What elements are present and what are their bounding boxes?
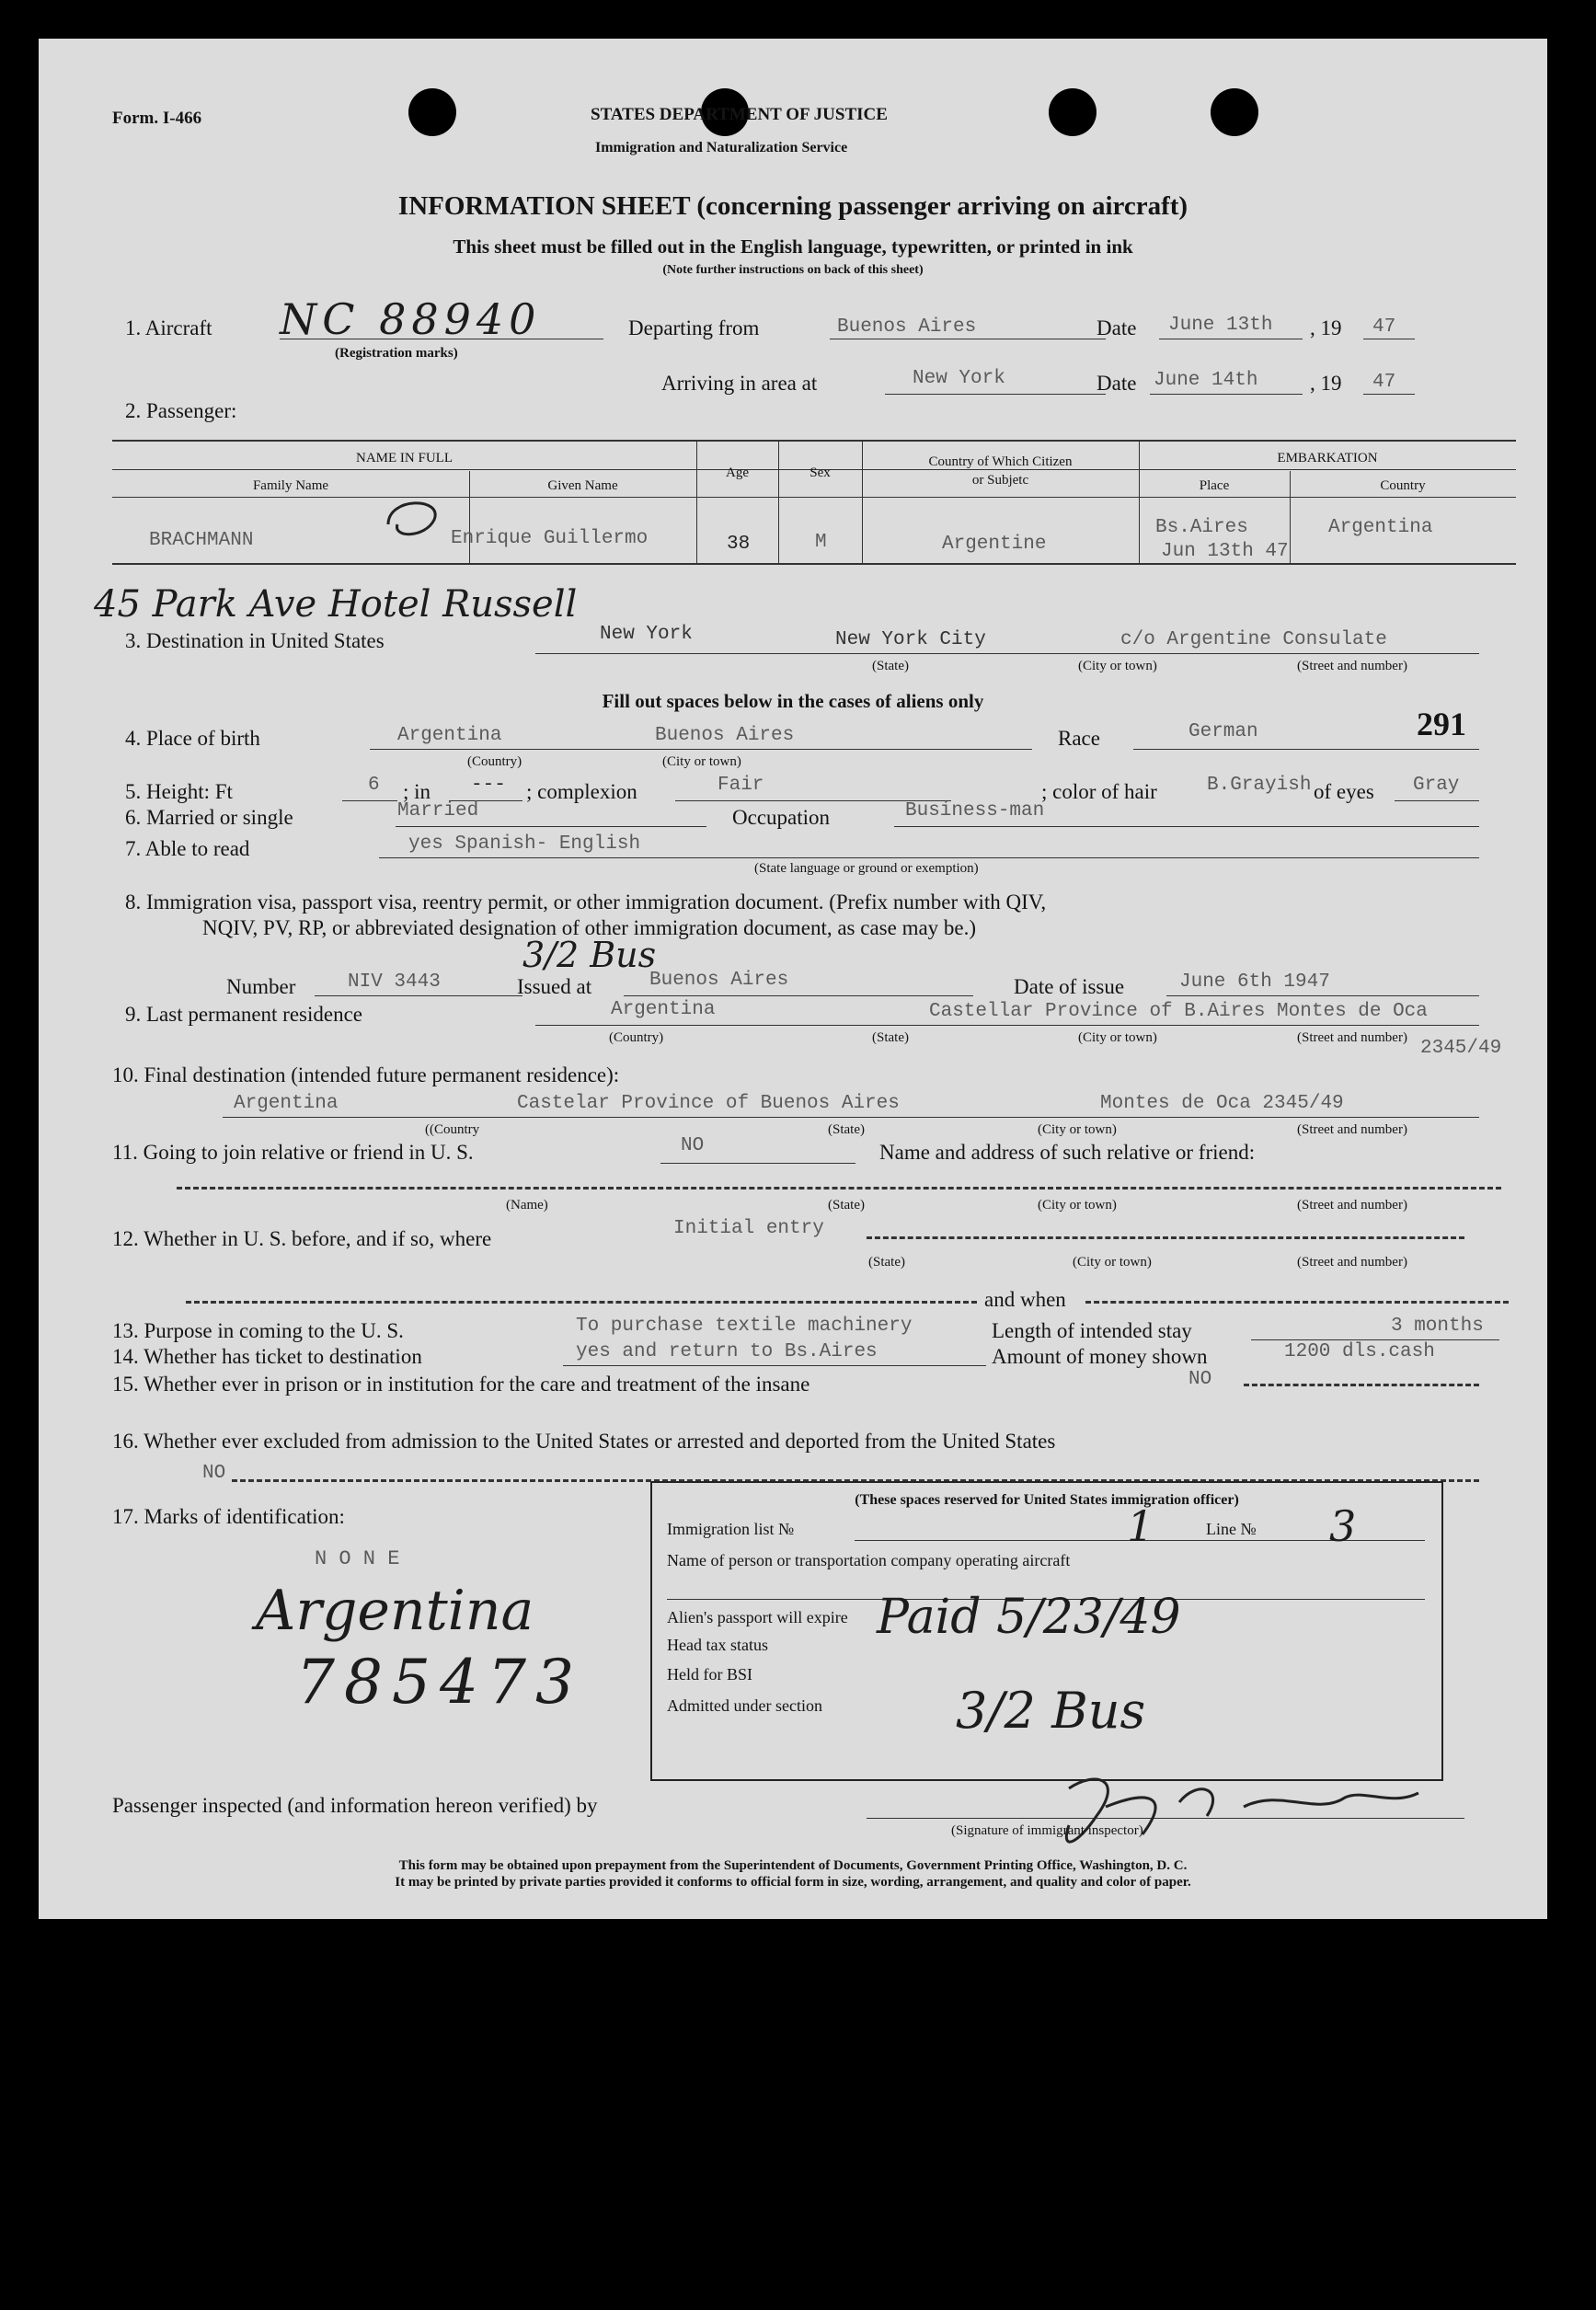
col-subject: or Subjetc: [971, 473, 1029, 488]
departing-label: Departing from: [628, 316, 760, 339]
last-number-value: 2345/49: [1420, 1038, 1502, 1059]
inspector-signature: [1041, 1752, 1464, 1862]
col-age: Age: [726, 465, 749, 480]
embark-place-line1: Bs.Aires: [1155, 517, 1248, 538]
q16-label: 16. Whether ever excluded from admission to the United States or arrested and deported from the United States: [112, 1430, 1056, 1453]
punch-hole: [1211, 88, 1258, 136]
number-label: Number: [226, 975, 296, 998]
caption-street: (Street and number): [1297, 659, 1407, 673]
admitted-label: Admitted under section: [667, 1696, 822, 1715]
passenger-given-name: Enrique Guillermo: [451, 528, 649, 549]
ticket-value: yes and return to Bs.Aires: [576, 1341, 878, 1362]
caption-state: (State): [828, 1122, 865, 1137]
q4-label: 4. Place of birth: [125, 727, 260, 750]
caption-name: (Name): [506, 1198, 548, 1212]
head-tax-label: Head tax status: [667, 1636, 768, 1654]
official-box-title: (These spaces reserved for United States immigration officer): [855, 1492, 1239, 1508]
doc-handwritten-note: 3/2 Bus: [522, 935, 657, 975]
punch-hole: [1049, 88, 1097, 136]
q8-label-line2: NQIV, PV, RP, or abbreviated designation of other immigration document, as case may be.): [202, 916, 977, 939]
prison-value: NO: [1188, 1369, 1212, 1390]
caption-state: (State): [828, 1198, 865, 1212]
caption-country: (Country): [467, 754, 522, 769]
issued-at-value: Buenos Aires: [649, 970, 789, 991]
passenger-sex: M: [815, 532, 827, 553]
form-note: (Note further instructions on back of this sheet): [662, 263, 924, 277]
issue-date-label: Date of issue: [1014, 975, 1125, 998]
registration-caption: (Registration marks): [335, 346, 458, 361]
last-country-value: Argentina: [611, 999, 716, 1020]
issue-date-value: June 6th 1947: [1179, 971, 1330, 993]
issued-at-label: Issued at: [517, 975, 592, 998]
head-tax-value: Paid 5/23/49: [877, 1590, 1181, 1645]
arriving-label: Arriving in area at: [661, 372, 818, 395]
caption-street: (Street and number): [1297, 1122, 1407, 1137]
depart-date-value: June 13th: [1168, 315, 1273, 336]
dest-street-value: c/o Argentine Consulate: [1120, 629, 1387, 650]
q10-label: 10. Final destination (intended future permanent residence):: [112, 1063, 620, 1086]
occupation-label: Occupation: [732, 806, 831, 829]
passport-expire-label: Alien's passport will expire: [667, 1608, 848, 1626]
aircraft-value: NC 88940: [280, 294, 542, 344]
length-stay-label: Length of intended stay: [992, 1319, 1192, 1342]
handwritten-country: Argentina: [256, 1579, 534, 1643]
information-sheet-form: Form. I-466 STATES DEPARTMENT OF JUSTICE Immigration and Naturalization Service INFORMATION SHEET (concerning passenger arriving on aircraft) This sheet must be filled out in the English language, typewritten, or printed in ink (Note further instructions on back of this sheet) 1. Aircraft NC 88940 (Registration marks) Departing from Buenos Aires Date June 13th , 19 47 Arriving in area at New York Date June 14th , 19 47 2. Passenger: NAME IN FULL Family Name Given Name Age Sex Country of Which Citizen or Subjetc EMBARKATION Place Country BRACHMANN Enrique Guillermo 38 M Argentine Bs.Aires Jun 13th 47 Argentina 45 Park Ave Hotel Russell 3. Destination in United States New York New York City c/o Argentine Consulate (State) (City or town) (Street and number) Fill out spaces below in the cases of aliens only 4. Place of birth Argentina Buenos Aires (Country) (City or town) Race German 291 5. Height: Ft 6 ; in --- ; complexion Fair ; color of hair B.Grayish of eyes Gray 6. Married or single Married Occupation Business-man 7. Able to read yes Spanish- English (State language or ground or exemption) 8. Immigration visa, passport visa, reentry permit, or other immigration document. (Prefix number with QIV, NQIV, PV, RP, or abbreviated designation of other immigration document, as case may be.) Number NIV 3443 3/2 Bus Issued at Buenos Aires Date of issue June 6th 1947 9. Last permanent residence Argentina Castellar Province of B.Aires Montes de Oca (Country) (State) (City or town) (Street and number) 2345/49 10. Final destination (intended future permanent residence): Argentina Castelar Province of Buenos Aires Montes de Oca 2345/49 ((Country (State) (City or town) (Street and number) 11. Going to join relative or friend in U. S. NO Name and address of such relative or friend: (Name) (State) (City or town) (Street and number) 12. Whether in U. S. before, and if so, where Initial entry (State) (City or town) (Street and number) and when 13. Purpose in coming to the U. S. To purchase textile machinery Length of intended stay 3 months 14. Whether has ticket to destination yes and return to Bs.Aires Amount of money shown 1200 dls.cash 15. Whether ever in prison or in institution for the care and treatment of the insane NO 16. Whether ever excluded from admission to the United States or arrested and deported from the United States NO 17. Marks of identification: N O N E Argentina 785473 (These spaces reserved for United States immigration officer) Immigration list № 1 Line № 3 Name of person or transportation company operating aircraft Alien's passport will expire Head tax status Paid 5/23/49 Held for BSI Admitted under section 3/2 Bus Passenger inspected (and information hereon verified) by (Signature of immigrant inspector) This form may be obtained upon prepayment from the Superintendent of Documents, Government Printing Office, Washington, D. C. It may be printed by private parties provided it conforms to official form in size, wording, arrangement, and quality and color of paper.: [39, 39, 1547, 1919]
q13-label: 13. Purpose in coming to the U. S.: [112, 1319, 404, 1342]
passenger-age: 38: [727, 534, 751, 555]
q1-label: 1. Aircraft: [125, 316, 212, 339]
caption-city: (City or town): [1073, 1255, 1152, 1270]
complexion-label: ; complexion: [526, 780, 637, 803]
immigration-list-value: 1: [1127, 1501, 1154, 1551]
caption-city-town: (City or town): [662, 754, 741, 769]
race-value: German: [1188, 721, 1258, 742]
arrive-year-value: 47: [1372, 372, 1396, 393]
inspected-label: Passenger inspected (and information hereon verified) by: [112, 1794, 598, 1817]
year-prefix: 19: [1320, 372, 1342, 395]
caption-city: (City or town): [1078, 1030, 1157, 1045]
money-label: Amount of money shown: [992, 1345, 1208, 1368]
handwritten-address: 45 Park Ave Hotel Russell: [94, 583, 578, 626]
footer-line1: This form may be obtained upon prepayment from the Superintendent of Documents, Government Printing Office, Washington, D. C.: [398, 1858, 1188, 1873]
passenger-citizen: Argentine: [942, 534, 1047, 555]
caption-state: (State): [868, 1255, 905, 1270]
caption-street: (Street and number): [1297, 1255, 1407, 1270]
arrive-date-value: June 14th: [1154, 370, 1258, 391]
q8-label-line1: 8. Immigration visa, passport visa, reentry permit, or other immigration document. (Prefix number with QIV,: [125, 891, 1047, 914]
form-instruction: This sheet must be filled out in the English language, typewritten, or printed in ink: [453, 236, 1133, 258]
year-prefix: 19: [1320, 316, 1342, 339]
depart-date-label: Date: [1097, 316, 1137, 339]
doc-number-value: NIV 3443: [348, 971, 441, 993]
col-country: Country: [1380, 478, 1426, 493]
purpose-value: To purchase textile machinery: [576, 1316, 913, 1337]
col-place: Place: [1199, 478, 1230, 493]
q12-label: 12. Whether in U. S. before, and if so, where: [112, 1227, 492, 1250]
last-city-street-value: Castellar Province of B.Aires Montes de Oca: [929, 1001, 1428, 1022]
departing-value: Buenos Aires: [837, 316, 977, 338]
before-value: Initial entry: [673, 1218, 824, 1239]
form-title: INFORMATION SHEET (concerning passenger arriving on aircraft): [397, 191, 1188, 221]
money-value: 1200 dls.cash: [1284, 1341, 1435, 1362]
embark-country: Argentina: [1328, 517, 1433, 538]
punch-hole: [408, 88, 456, 136]
read-value: yes Spanish- English: [408, 833, 641, 855]
passenger-family-name: BRACHMANN: [149, 530, 254, 551]
race-label: Race: [1058, 727, 1100, 750]
birth-city-value: Buenos Aires: [655, 725, 795, 746]
embark-place-line2: Jun 13th 47: [1161, 541, 1289, 562]
caption-city: (City or town): [1038, 1198, 1117, 1212]
caption-street: (Street and number): [1297, 1198, 1407, 1212]
birth-country-value: Argentina: [397, 725, 502, 746]
caption-city: (City or town): [1038, 1122, 1117, 1137]
col-embarkation: EMBARKATION: [1277, 451, 1378, 465]
q15-label: 15. Whether ever in prison or in institution for the care and treatment of the insane: [112, 1373, 810, 1396]
q5-label: 5. Height: Ft: [125, 780, 233, 803]
eyes-label: of eyes: [1314, 780, 1374, 803]
complexion-value: Fair: [718, 775, 764, 796]
join-value: NO: [681, 1135, 705, 1156]
col-name-in-full: NAME IN FULL: [356, 451, 453, 465]
height-ft-value: 6: [368, 775, 380, 796]
service-heading: Immigration and Naturalization Service: [595, 140, 848, 155]
q3-label: 3. Destination in United States: [125, 629, 385, 652]
and-when-label: and when: [984, 1288, 1066, 1311]
married-value: Married: [397, 800, 479, 822]
aliens-only-heading: Fill out spaces below in the cases of aliens only: [602, 690, 984, 712]
handwritten-number: 785473: [296, 1647, 583, 1718]
hair-value: B.Grayish: [1207, 775, 1312, 796]
q7-label: 7. Able to read: [125, 837, 250, 860]
final-street-value: Montes de Oca 2345/49: [1100, 1093, 1344, 1114]
arriving-value: New York: [913, 368, 1005, 389]
caption-city: (City or town): [1078, 659, 1157, 673]
handwritten-mark: [370, 488, 462, 561]
eyes-value: Gray: [1413, 775, 1460, 796]
caption-state: (State): [872, 1030, 909, 1045]
caption-street: (Street and number): [1297, 1030, 1407, 1045]
marks-value: N O N E: [315, 1547, 400, 1570]
dest-state-value: New York: [600, 624, 693, 645]
depart-year-value: 47: [1372, 316, 1396, 338]
read-hint: (State language or ground or exemption): [754, 861, 979, 876]
department-heading: STATES DEPARTMENT OF JUSTICE: [591, 105, 888, 124]
signature-caption: (Signature of immigrant inspector): [951, 1823, 1143, 1838]
q6-label: 6. Married or single: [125, 806, 293, 829]
dest-city-value: New York City: [835, 629, 986, 650]
col-family-name: Family Name: [252, 478, 329, 493]
immigration-list-label: Immigration list №: [667, 1520, 795, 1538]
q2-label: 2. Passenger:: [125, 399, 237, 422]
q9-label: 9. Last permanent residence: [125, 1003, 362, 1026]
held-bsi-label: Held for BSI: [667, 1665, 752, 1684]
arrive-date-label: Date: [1097, 372, 1137, 395]
q11-label: 11. Going to join relative or friend in U. S.: [112, 1141, 474, 1164]
occupation-value: Business-man: [905, 800, 1045, 822]
name-address-label: Name and address of such relative or friend:: [879, 1141, 1256, 1164]
final-state-value: Castelar Province of Buenos Aires: [517, 1093, 900, 1114]
q17-label: 17. Marks of identification:: [112, 1505, 345, 1528]
footer-line2: It may be printed by private parties provided it conforms to official form in size, wording, arrangement, and quality and color of paper.: [395, 1875, 1191, 1890]
hair-label: ; color of hair: [1041, 780, 1157, 803]
line-label: Line №: [1202, 1520, 1260, 1539]
admitted-value: 3/2 Bus: [956, 1682, 1146, 1740]
caption-country: ((Country: [425, 1122, 480, 1137]
final-country-value: Argentina: [234, 1093, 339, 1114]
stay-value: 3 months: [1391, 1316, 1484, 1337]
q14-label: 14. Whether has ticket to destination: [112, 1345, 422, 1368]
in-label: ; in: [403, 780, 431, 803]
operator-label: Name of person or transportation company operating aircraft: [667, 1551, 1071, 1569]
line-value: 3: [1329, 1501, 1357, 1551]
col-sex: Sex: [809, 465, 831, 480]
stamp-number: 291: [1417, 706, 1466, 742]
caption-country: (Country): [609, 1030, 664, 1045]
official-use-box: [650, 1481, 1443, 1781]
form-number: Form. I-466: [112, 109, 202, 128]
caption-state: (State): [872, 659, 909, 673]
excluded-value: NO: [202, 1463, 226, 1484]
col-citizen: Country of Which Citizen: [928, 454, 1073, 469]
height-in-value: ---: [471, 775, 506, 796]
col-given-name: Given Name: [547, 478, 618, 493]
